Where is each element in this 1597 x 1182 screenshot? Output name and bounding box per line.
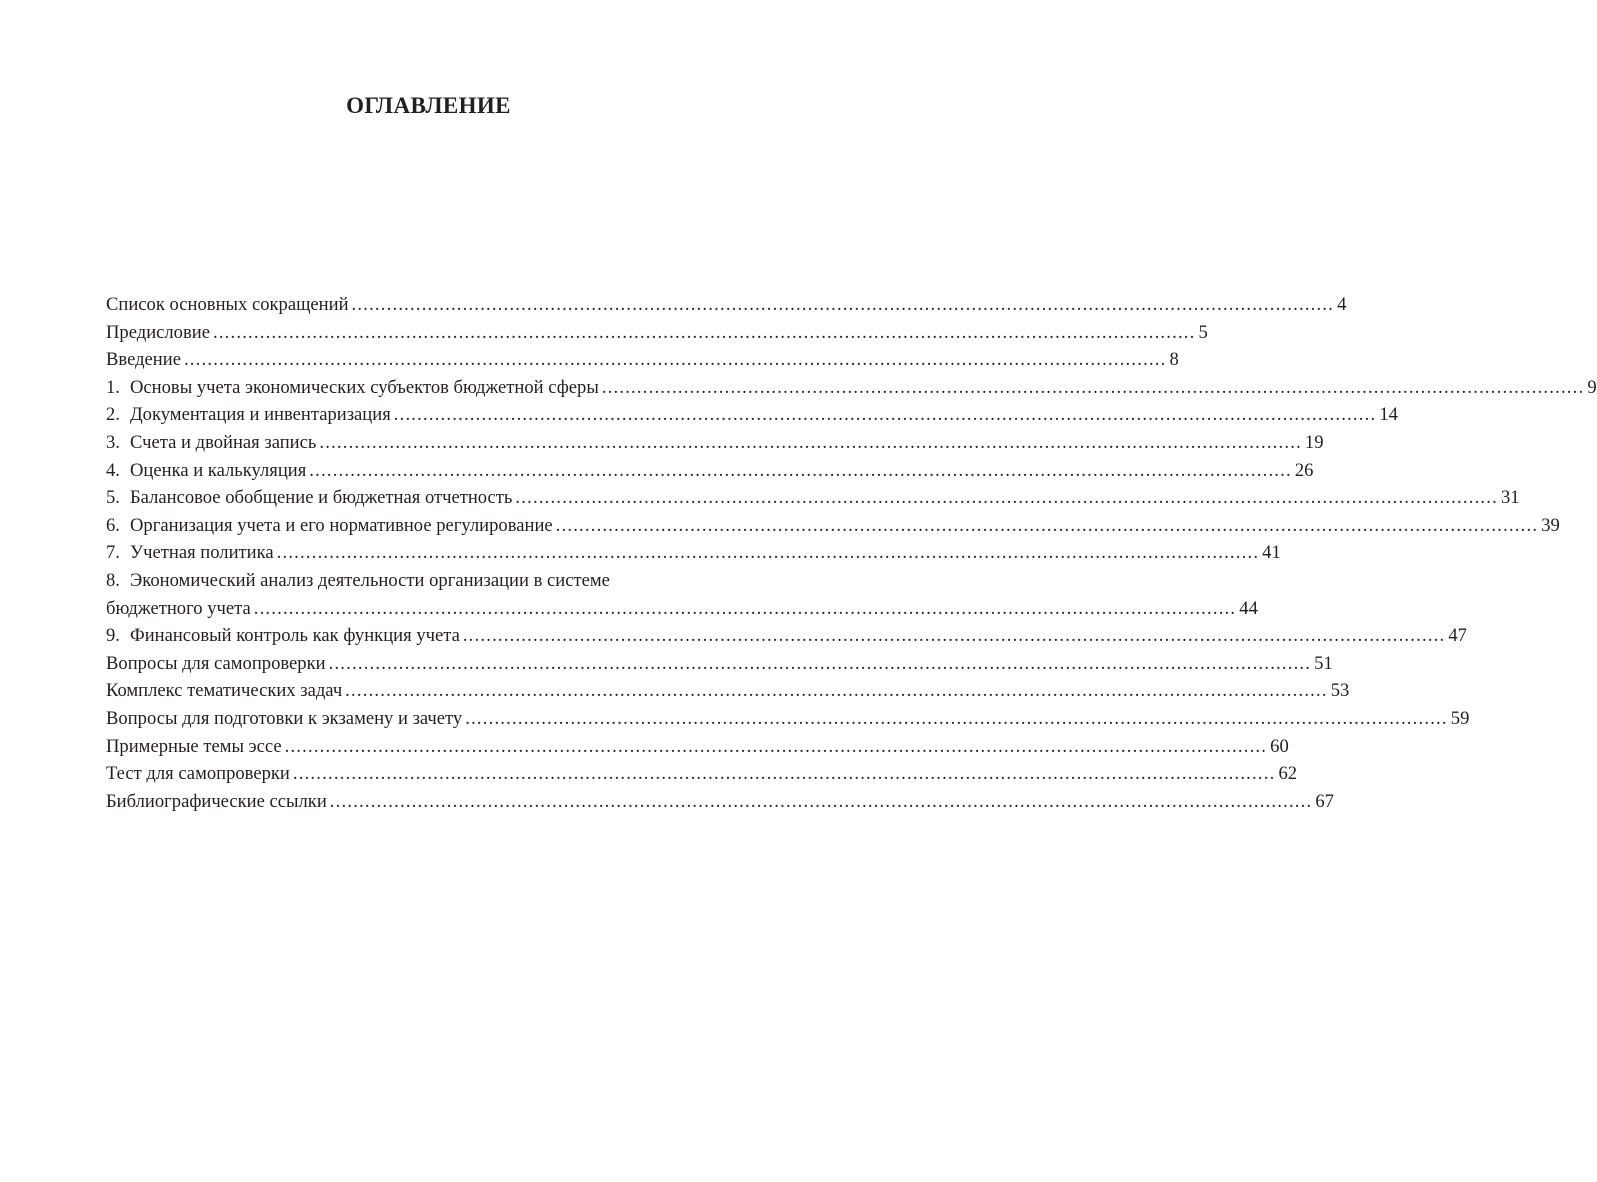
toc-entry-title: Документация и инвентаризация <box>130 404 391 426</box>
toc-entry-abbreviations[interactable] <box>106 291 1347 319</box>
dot-leader: ........................................................................................................................................................................ <box>329 790 1313 812</box>
toc-entry-number: 3. <box>106 431 120 453</box>
toc-entry-title: Экономический анализ деятельности организации в системе <box>130 569 610 591</box>
dot-leader: ........................................................................................................................................................................ <box>345 680 1328 702</box>
toc-entry-page: 47 <box>1448 625 1467 647</box>
dot-leader: ........................................................................................................................................................................ <box>555 514 1539 536</box>
toc-entry-page: 53 <box>1330 680 1350 702</box>
dot-leader: ........................................................................................................................................................................ <box>284 735 1268 757</box>
toc-entry-exam-questions[interactable] <box>106 705 1470 733</box>
toc-entry-self-check-test[interactable] <box>106 760 1298 788</box>
dot-leader: ........................................................................................................................................................................ <box>515 487 1498 509</box>
toc-entry-chapter-9[interactable] <box>106 622 1467 650</box>
dot-leader: ........................................................................................................................................................................ <box>393 404 1377 426</box>
toc-entry-number: 8. <box>106 569 120 591</box>
toc-entry-title: Счета и двойная запись <box>130 431 317 453</box>
dot-leader: ........................................................................................................................................................................ <box>212 321 1196 343</box>
toc-entry-thematic-tasks[interactable] <box>106 677 1350 705</box>
toc-entry-chapter-1[interactable] <box>106 374 1597 402</box>
toc-entry-chapter-2[interactable] <box>106 401 1398 429</box>
toc-entry-page: 51 <box>1314 652 1333 674</box>
toc-entry-page: 26 <box>1294 459 1314 481</box>
toc-entry-number: 5. <box>106 487 120 509</box>
toc-entry-number: 1. <box>106 376 120 398</box>
dot-leader: ........................................................................................................................................................................ <box>319 431 1302 453</box>
dot-leader: ........................................................................................................................................................................ <box>292 763 1276 785</box>
toc-entry-number: 2. <box>106 404 120 426</box>
dot-leader: ........................................................................................................................................................................ <box>328 652 1312 674</box>
toc-entry-page: 60 <box>1270 735 1289 757</box>
toc-entry-title: Список основных сокращений <box>106 294 349 315</box>
toc-entry-title: Примерные темы эссе <box>106 735 282 757</box>
toc-entry-number: 7. <box>106 542 120 564</box>
toc-entry-page: 59 <box>1450 707 1470 729</box>
toc-entry-page: 31 <box>1500 487 1520 509</box>
toc-entry-page: 39 <box>1541 514 1560 536</box>
toc-entry-title: Основы учета экономических субъектов бюджетной сферы <box>130 376 599 398</box>
toc-entry-title: Комплекс тематических задач <box>106 680 343 702</box>
toc-entry-title: Вопросы для подготовки к экзамену и зачету <box>106 707 463 729</box>
dot-leader: ........................................................................................................................................................................ <box>465 707 1448 729</box>
toc-entry-title: Вопросы для самопроверки <box>106 652 326 674</box>
toc-entry-preface[interactable] <box>106 319 1208 347</box>
toc-entry-page: 4 <box>1337 294 1347 315</box>
toc-entry-page: 41 <box>1262 542 1281 564</box>
page-title: ОГЛАВЛЕНИЕ <box>346 93 511 118</box>
toc-entry-chapter-4[interactable] <box>106 457 1314 485</box>
toc-entry-number: 6. <box>106 514 120 536</box>
dot-leader: ........................................................................................................................................................................ <box>462 625 1446 647</box>
toc-entry-chapter-6[interactable] <box>106 512 1560 540</box>
toc-entry-title: Учетная политика <box>130 542 274 564</box>
toc-entry-essay-topics[interactable] <box>106 733 1289 761</box>
toc-entry-number: 4. <box>106 459 120 481</box>
toc-entry-page: 9 <box>1587 376 1597 398</box>
toc-entry-bibliography[interactable] <box>106 788 1334 816</box>
toc-entry-title-continuation: бюджетного учета <box>106 597 251 619</box>
toc-entry-title: Балансовое обобщение и бюджетная отчетность <box>130 487 513 509</box>
toc-entry-page: 14 <box>1379 404 1398 426</box>
toc-entry-chapter-7[interactable] <box>106 539 1281 567</box>
toc-entry-title: Тест для самопроверки <box>106 763 290 785</box>
toc-entry-chapter-5[interactable] <box>106 484 1520 512</box>
toc-entry-page: 44 <box>1239 597 1258 619</box>
toc-entry-chapter-3[interactable] <box>106 429 1324 457</box>
toc-entry-self-check-questions[interactable] <box>106 650 1333 678</box>
toc-entry-page: 5 <box>1198 321 1208 343</box>
toc-entry-introduction[interactable] <box>106 346 1179 374</box>
toc-entry-number: 9. <box>106 625 120 647</box>
toc-entry-title: Введение <box>106 349 181 371</box>
toc-entry-page: 8 <box>1169 349 1179 371</box>
dot-leader: ........................................................................................................................................................................ <box>309 459 1292 481</box>
dot-leader: ........................................................................................................................................................................ <box>276 542 1260 564</box>
dot-leader: ........................................................................................................................................................................ <box>351 294 1335 315</box>
toc-entry-title: Финансовый контроль как функция учета <box>130 625 460 647</box>
toc-entry-page: 19 <box>1304 431 1324 453</box>
toc-entry-title: Библиографические ссылки <box>106 790 327 812</box>
toc-entry-title: Организация учета и его нормативное регулирование <box>130 514 553 536</box>
dot-leader: ........................................................................................................................................................................ <box>253 597 1237 619</box>
dot-leader: ........................................................................................................................................................................ <box>601 376 1585 398</box>
toc-entry-title: Предисловие <box>106 321 210 343</box>
table-of-contents <box>106 291 1597 815</box>
toc-entry-title: Оценка и калькуляция <box>130 459 307 481</box>
toc-entry-chapter-8[interactable] <box>106 567 1258 622</box>
dot-leader: ........................................................................................................................................................................ <box>183 349 1167 371</box>
toc-entry-page: 62 <box>1278 763 1298 785</box>
toc-entry-page: 67 <box>1315 790 1334 812</box>
